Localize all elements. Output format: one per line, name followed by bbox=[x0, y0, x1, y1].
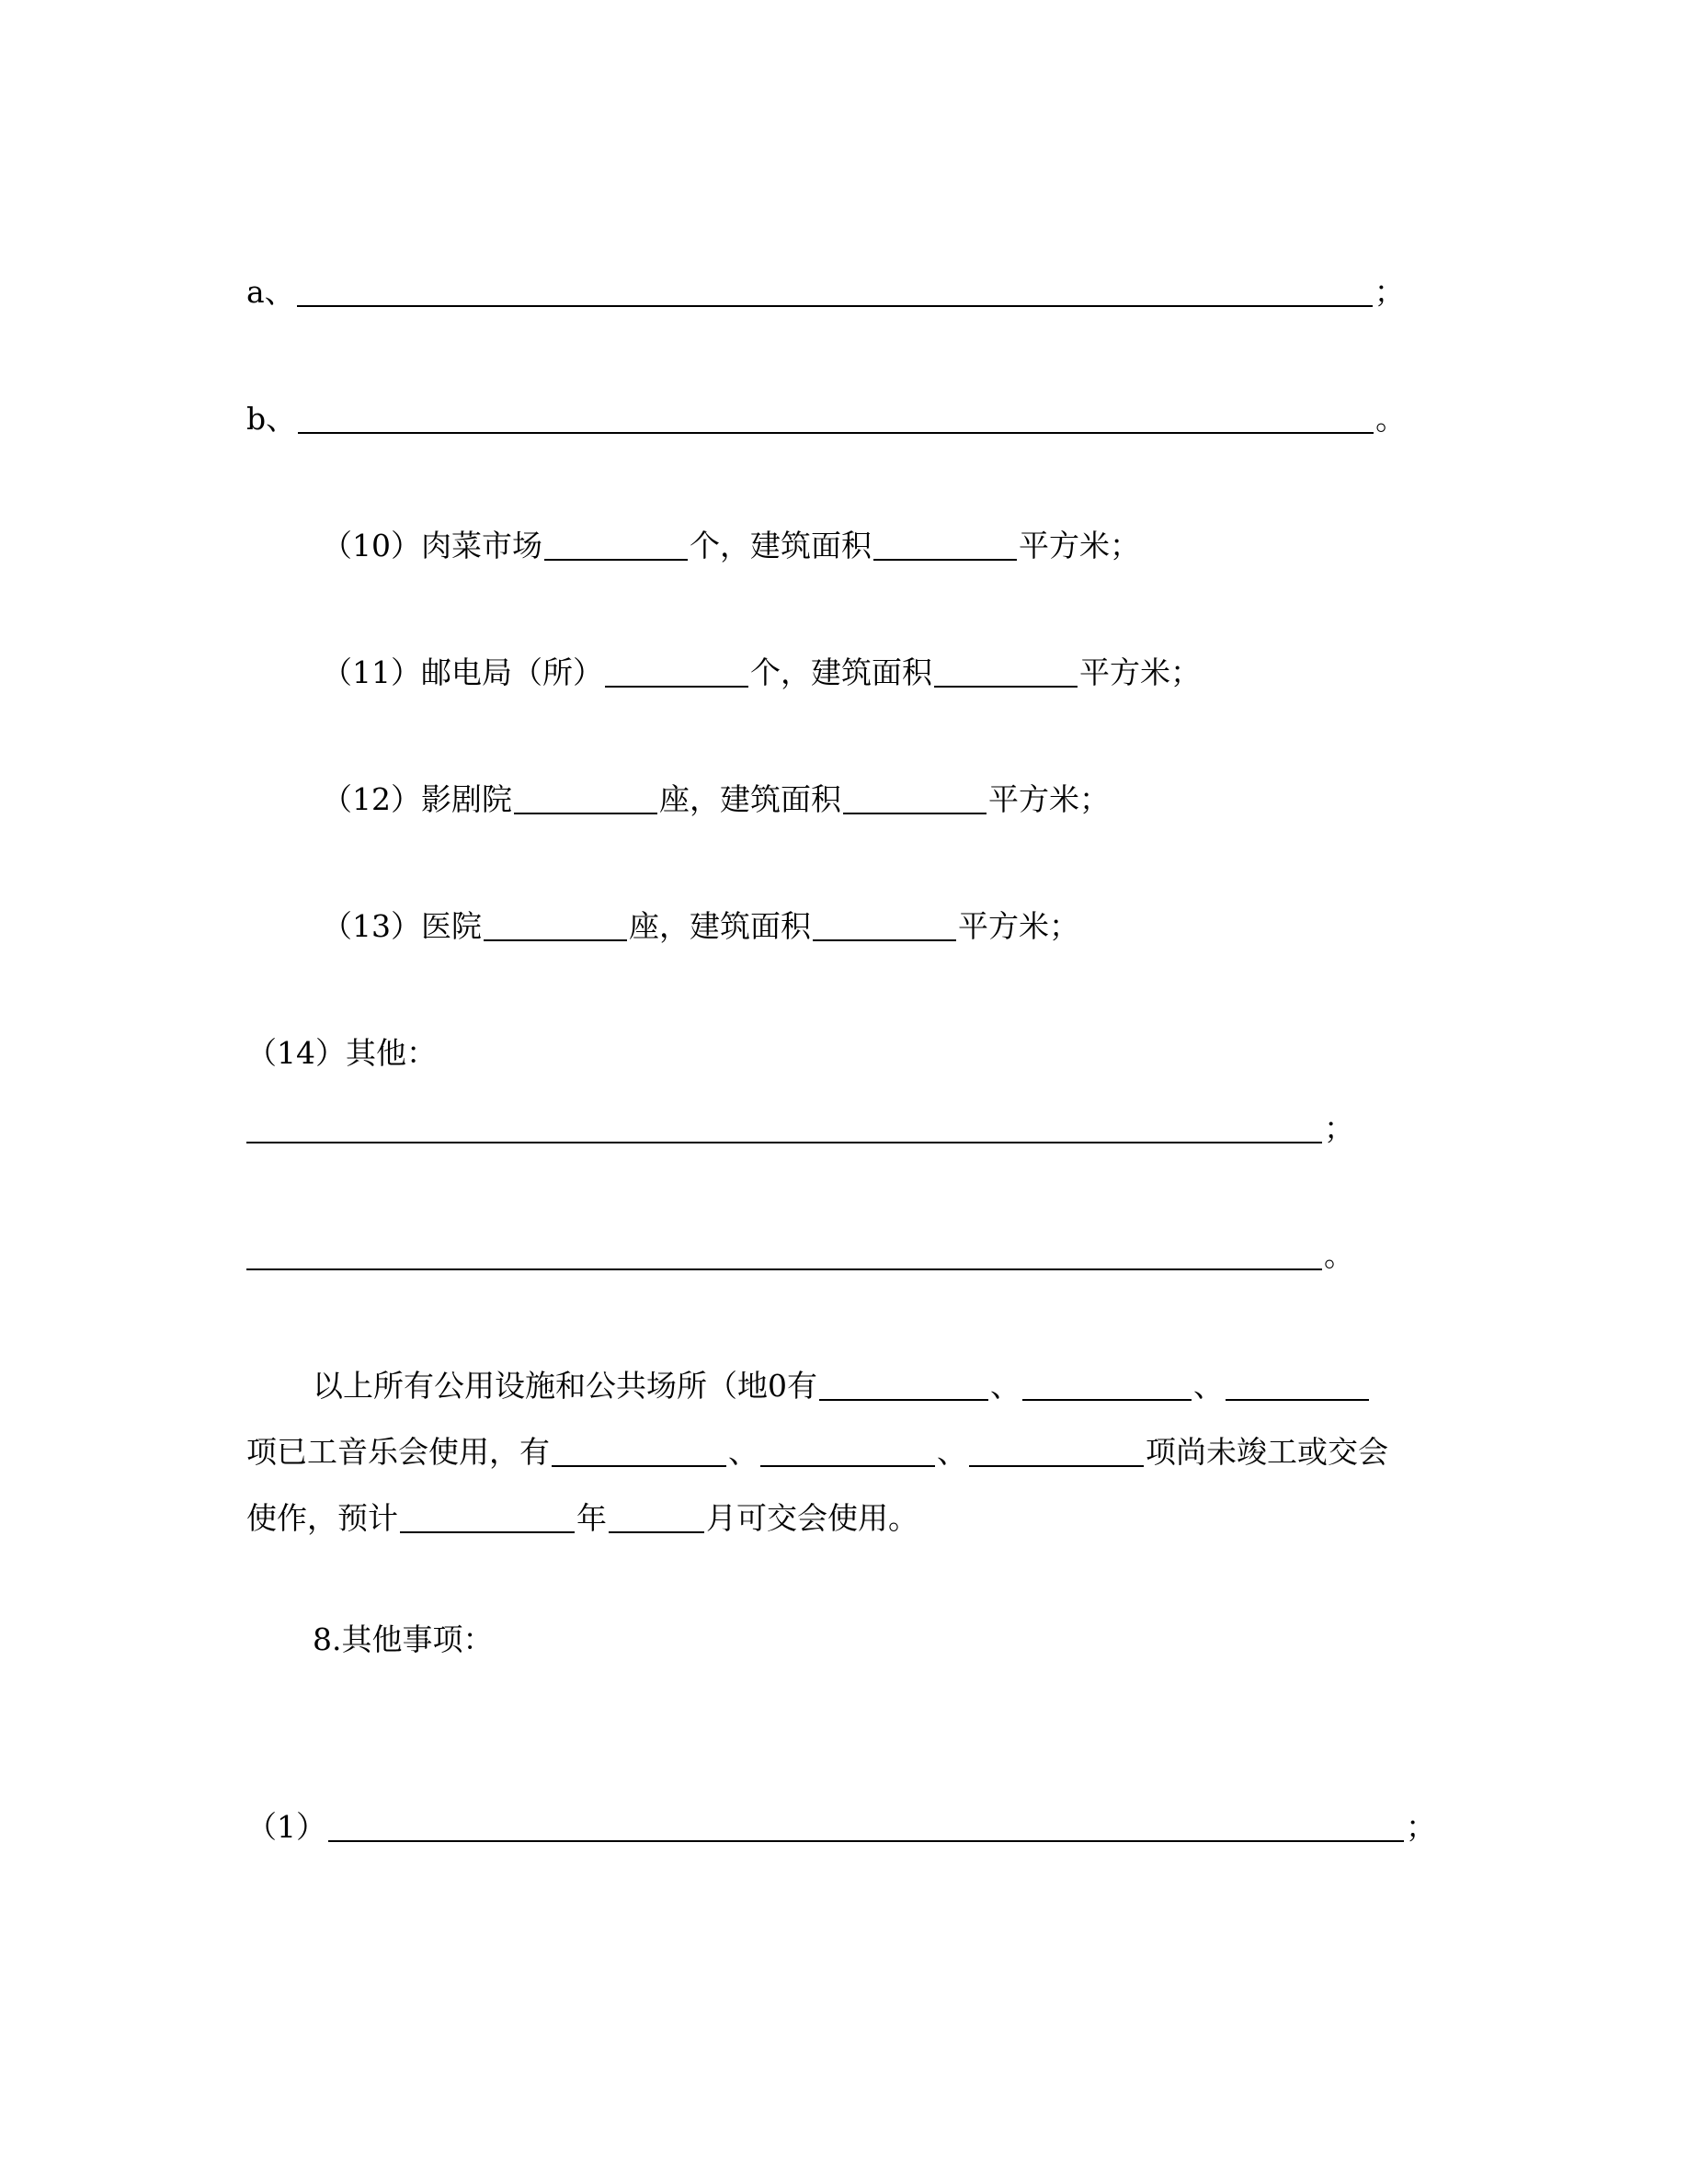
line-item-13 bbox=[322, 897, 1079, 944]
blank-incomplete-2[interactable] bbox=[760, 1432, 935, 1467]
blank-area-11[interactable] bbox=[934, 653, 1078, 688]
item-12-suffix: 平方米； bbox=[988, 781, 1110, 817]
item-10-label: （10）肉菜市场 bbox=[322, 528, 542, 563]
item-11-label: （11）邮电局（所） bbox=[322, 654, 603, 690]
line-a bbox=[246, 263, 1405, 310]
summary-line-3 bbox=[246, 1489, 918, 1536]
item-10-unit: 个，建筑面积 bbox=[690, 528, 872, 563]
line-end: 。 bbox=[1324, 1237, 1354, 1273]
separator: 、 bbox=[937, 1434, 967, 1470]
blank-field-b[interactable] bbox=[298, 399, 1374, 434]
item-12-label: （12）影剧院 bbox=[322, 781, 512, 817]
section-8-title bbox=[313, 1610, 494, 1655]
blank-count-13[interactable] bbox=[484, 906, 627, 941]
line-end: ； bbox=[1374, 274, 1405, 310]
blank-count-11[interactable] bbox=[605, 653, 748, 688]
blank-other-2[interactable] bbox=[246, 1235, 1322, 1270]
item-10-suffix: 平方米； bbox=[1019, 528, 1140, 563]
summary-text: 使作，预计 bbox=[246, 1500, 398, 1536]
blank-complete-2[interactable] bbox=[1022, 1366, 1192, 1401]
line-item-14-a bbox=[246, 1099, 1354, 1146]
blank-complete-3[interactable] bbox=[1226, 1366, 1369, 1401]
line-end: ； bbox=[1324, 1110, 1354, 1146]
summary-text: 以上所有公用设施和公共场所（地0有 bbox=[313, 1368, 817, 1404]
item-a-label: a、 bbox=[246, 274, 295, 310]
blank-field-a[interactable] bbox=[297, 272, 1373, 307]
item-13-suffix: 平方米； bbox=[958, 908, 1079, 944]
separator: 、 bbox=[990, 1368, 1021, 1404]
blank-year[interactable] bbox=[400, 1498, 575, 1533]
blank-other-item-1[interactable] bbox=[328, 1807, 1404, 1842]
item-13-unit: 座，建筑面积 bbox=[629, 908, 811, 944]
blank-incomplete-3[interactable] bbox=[969, 1432, 1144, 1467]
blank-count-10[interactable] bbox=[544, 526, 688, 561]
blank-incomplete-1[interactable] bbox=[552, 1432, 726, 1467]
item-13-label: （13）医院 bbox=[322, 908, 482, 944]
blank-month[interactable] bbox=[609, 1498, 704, 1533]
year-label: 年 bbox=[576, 1500, 607, 1536]
line-item-14-b bbox=[246, 1226, 1354, 1273]
summary-text: 项尚未竣工或交会 bbox=[1146, 1434, 1388, 1470]
line-item-10 bbox=[322, 517, 1140, 561]
blank-area-10[interactable] bbox=[873, 526, 1017, 561]
line-item-14 bbox=[246, 1024, 437, 1071]
line-item-12 bbox=[322, 770, 1110, 817]
summary-line-2 bbox=[246, 1423, 1388, 1470]
line-end: ； bbox=[1406, 1809, 1436, 1845]
other-item-1-label: （1） bbox=[246, 1809, 326, 1845]
summary-text: 月可交会使用。 bbox=[706, 1500, 918, 1536]
blank-complete-1[interactable] bbox=[819, 1366, 988, 1401]
blank-area-12[interactable] bbox=[843, 779, 987, 814]
line-end: 。 bbox=[1375, 401, 1407, 437]
blank-count-12[interactable] bbox=[514, 779, 657, 814]
blank-other-1[interactable] bbox=[246, 1109, 1322, 1143]
item-b-label: b、 bbox=[246, 401, 297, 437]
item-14-label: （14）其他： bbox=[246, 1035, 437, 1071]
line-other-item-1 bbox=[246, 1798, 1436, 1845]
blank-area-13[interactable] bbox=[813, 906, 956, 941]
item-11-suffix: 平方米； bbox=[1079, 654, 1201, 690]
section-title: 8.其他事项： bbox=[313, 1621, 494, 1657]
separator: 、 bbox=[1193, 1368, 1224, 1404]
separator: 、 bbox=[728, 1434, 758, 1470]
item-12-unit: 座，建筑面积 bbox=[659, 781, 841, 817]
summary-line-1 bbox=[313, 1357, 1371, 1404]
summary-text: 项已工音乐会使用，有 bbox=[246, 1434, 550, 1470]
line-b bbox=[246, 390, 1407, 437]
line-item-11 bbox=[322, 643, 1201, 688]
item-11-unit: 个，建筑面积 bbox=[750, 654, 932, 690]
